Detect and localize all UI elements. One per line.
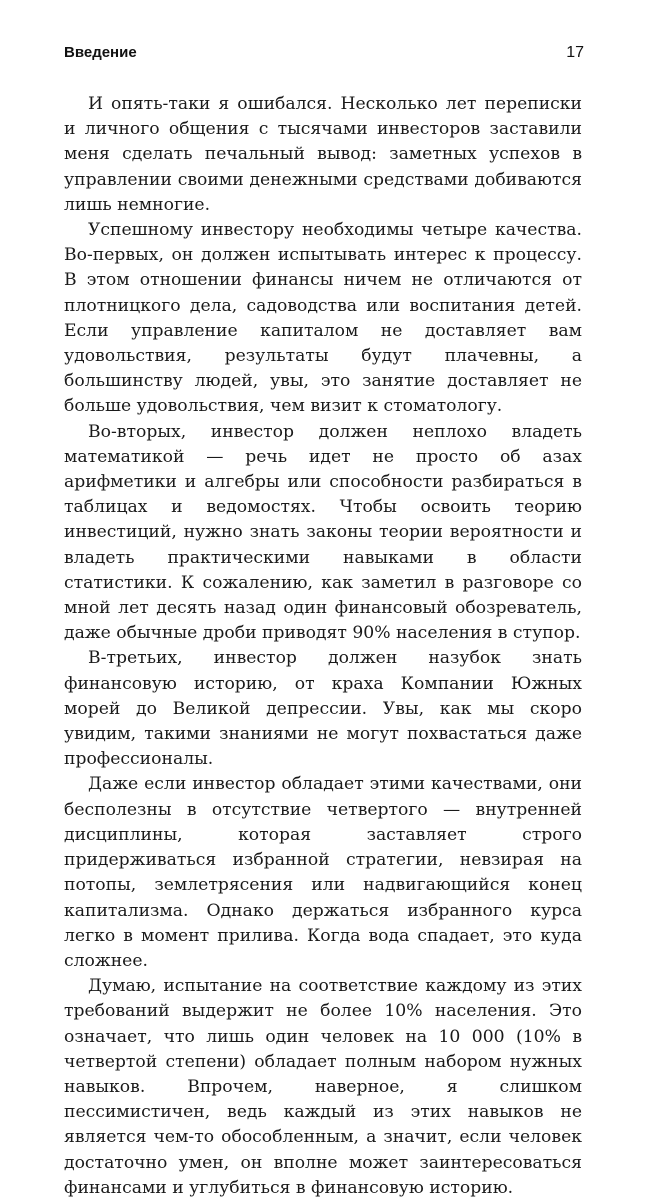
paragraph: Даже если инвестор обладает этими качествами, они бесполезны в отсутствие четвертого — внутренней дисциплины, которая заставляет строго придерживаться избранной стратегии, невзирая на потопы, землетрясения или надвигающийся конец капитализма. Однако держаться избранного курса легко в момент прилива. Когда вода спадает, это куда сложнее.	[64, 774, 582, 971]
body-text	[64, 92, 582, 1201]
paragraph: Думаю, испытание на соответствие каждому из этих требований выдержит не более 10% населения. Это означает, что лишь один человек на 10 000 (10% в четвертой степени) обладает полным набором нужных навыков. Впрочем, наверное, я слишком пессимистичен, ведь каждый из этих навыков не является чем-то обособленным, а значит, если человек достаточно умен, он вполне может заинтересоваться финансами и углубиться в финансовую историю.	[64, 976, 582, 1198]
paragraph: В-третьих, инвестор должен назубок знать финансовую историю, от краха Компании Южных морей до Великой депрессии. Увы, как мы скоро увидим, такими знаниями не могут похвастаться даже профессионалы.	[64, 648, 582, 770]
running-header	[64, 44, 584, 62]
paragraph: И опять-таки я ошибался. Несколько лет переписки и личного общения с тысячами инвесторов заставили меня сделать печальный вывод: заметных успехов в управлении своими денежными средствами добиваются лишь немногие.	[64, 94, 582, 215]
paragraph: Успешному инвестору необходимы четыре качества. Во-первых, он должен испытывать интерес к процессу. В этом отношении финансы ничем не отличаются от плотницкого дела, садоводства или воспитания детей. Если управление капиталом не доставляет вам удовольствия, результаты будут плачевны, а большинству людей, увы, это занятие доставляет не больше удовольствия, чем визит к стоматологу.	[64, 220, 582, 417]
page-number: 17	[566, 44, 584, 61]
chapter-title: Введение	[64, 44, 137, 61]
paragraph: Во-вторых, инвестор должен неплохо владеть математикой — речь идет не просто об азах арифметики и алгебры или способности разбираться в таблицах и ведомостях. Чтобы освоить теорию инвестиций, нужно знать законы теории вероятности и владеть практическими навыками в области статистики. К сожалению, как заметил в разговоре со мной лет десять назад один финансовый обозреватель, даже обычные дроби приводят 90% населения в ступор.	[64, 421, 582, 644]
